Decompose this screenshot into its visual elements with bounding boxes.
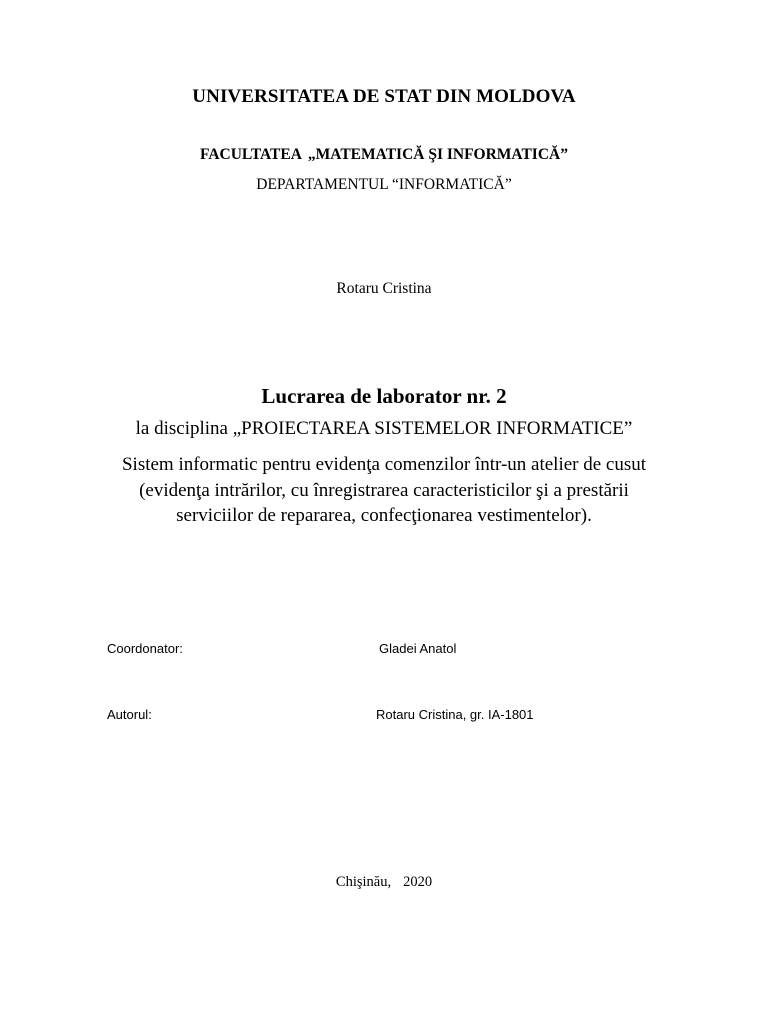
footer-place-date xyxy=(0,874,768,891)
footer-year: 2020 xyxy=(403,874,433,890)
department-name: DEPARTAMENTUL “INFORMATICĂ” xyxy=(256,176,512,193)
university-name: UNIVERSITATEA DE STAT DIN MOLDOVA xyxy=(192,86,576,107)
coordinator-name: Gladei Anatol xyxy=(379,641,457,656)
topic-line: (evidenţa intrărilor, cu înregistrarea caracteristicilor şi a prestării xyxy=(139,479,629,501)
lab-work-title: Lucrarea de laborator nr. 2 xyxy=(261,384,507,408)
faculty-line xyxy=(0,146,768,164)
student-name: Rotaru Cristina xyxy=(336,280,432,297)
faculty-name: „MATEMATICĂ ŞI INFORMATICĂ” xyxy=(307,146,568,163)
coordinator-label: Coordonator: xyxy=(107,641,183,656)
footer-city: Chişinău, xyxy=(335,874,392,890)
author-label: Autorul: xyxy=(107,707,152,722)
topic-line: Sistem informatic pentru evidenţa comenzilor într-un atelier de cusut xyxy=(121,454,647,475)
faculty-label: FACULTATEA xyxy=(200,146,302,163)
discipline-line: la disciplina „PROIECTAREA SISTEMELOR INFORMATICE” xyxy=(135,418,633,439)
author-name: Rotaru Cristina, gr. IA-1801 xyxy=(376,707,534,722)
topic-block xyxy=(0,452,768,529)
topic-line: serviciilor de repararea, confecţionarea vestimentelor). xyxy=(176,505,592,526)
